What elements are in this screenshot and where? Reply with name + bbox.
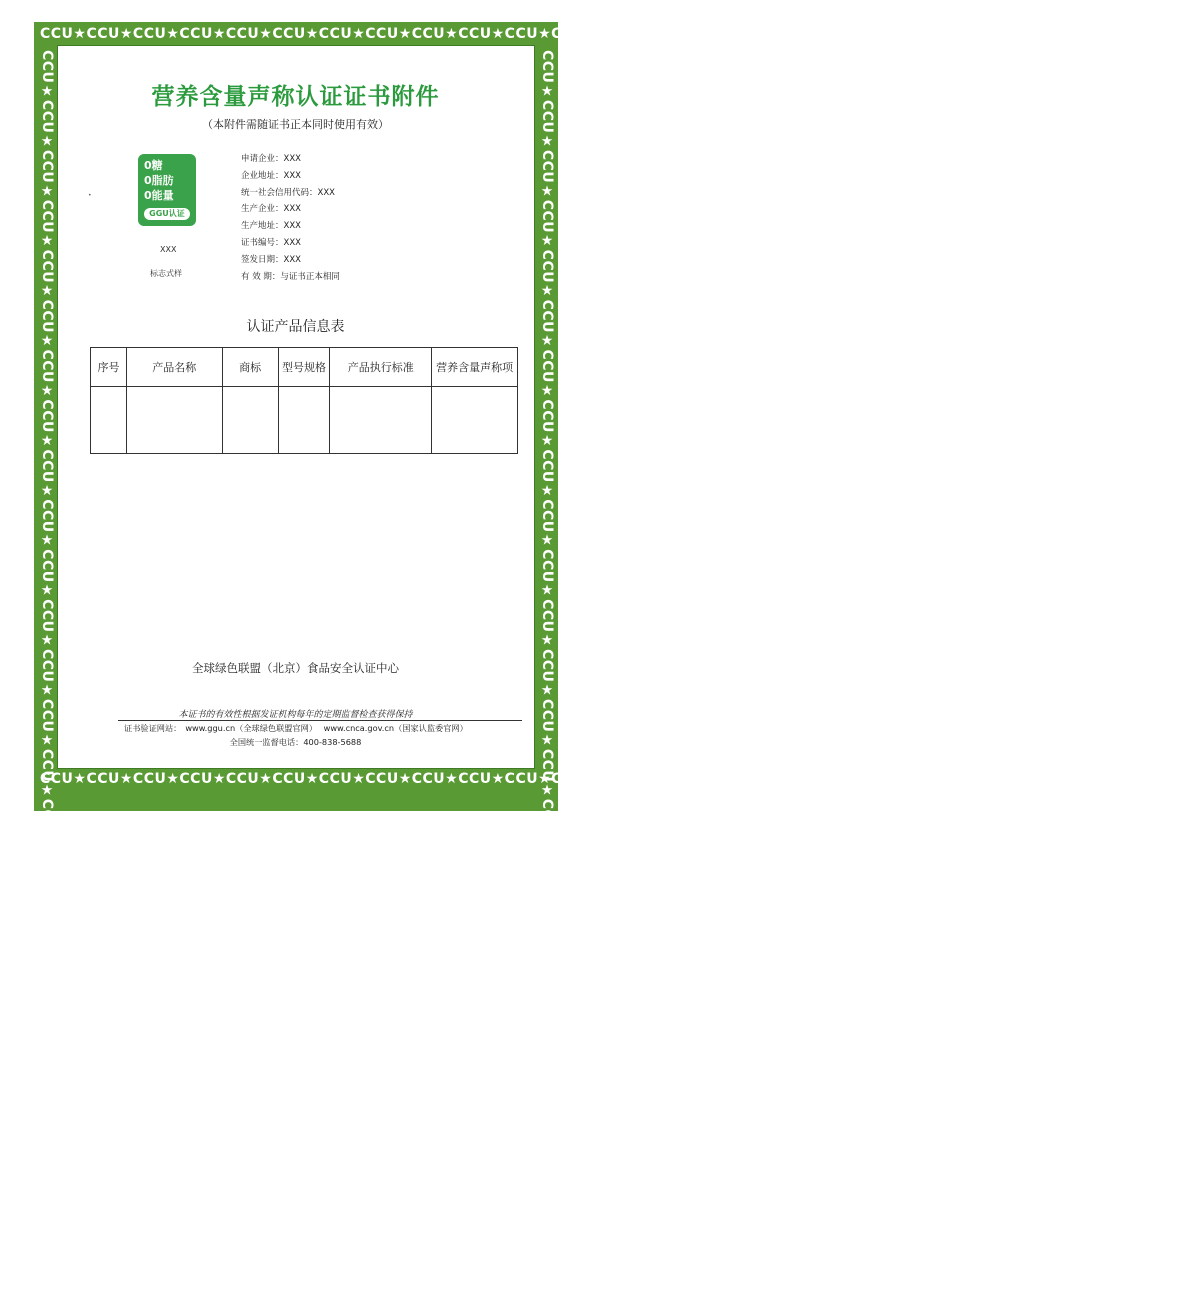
- table-header-row: [91, 348, 518, 387]
- verify-label: 证书验证网站：: [124, 723, 182, 733]
- info-applicant: 申请企业：XXX: [241, 154, 301, 164]
- table-title: 认证产品信息表: [246, 319, 345, 335]
- border-pattern-bottom: CCU★CCU★CCU★CCU★CCU★CCU★CCU★CCU★CCU★CCU★CCU★CCU★CCU★CCU★CCU★CCU★CCU★CCU★CCU★CCU★CCU★CCU★CCU★CCU★CCU★: [40, 771, 1202, 787]
- col-header-model: 型号规格: [278, 348, 330, 387]
- info-address: 企业地址：XXX: [241, 170, 301, 181]
- logo-line-fat: 0脂肪: [144, 174, 174, 187]
- logo-caption: 标志式样: [150, 269, 182, 278]
- logo-code: XXX: [160, 245, 177, 254]
- info-producer: 生产企业：XXX: [241, 204, 301, 215]
- verify-site-cnca[interactable]: www.cnca.gov.cn（国家认监委官网）: [323, 723, 468, 733]
- border-pattern-right: CCU★CCU★CCU★CCU★CCU★CCU★CCU★CCU★CCU★CCU★CCU★CCU★CCU★CCU★CCU★CCU★CCU★CCU★CCU★CCU★CCU★CCU★CCU★CCU★CCU★: [539, 50, 555, 1298]
- scan-mark: •: [88, 192, 92, 199]
- table-cell: [432, 387, 518, 454]
- info-production-address: 生产地址：XXX: [241, 221, 301, 232]
- col-header-product-name: 产品名称: [126, 348, 222, 387]
- table-row: [91, 387, 518, 454]
- issuing-organization: 全球绿色联盟（北京）食品安全认证中心: [192, 661, 399, 675]
- logo-line-sugar: 0糖: [144, 159, 163, 172]
- col-header-trademark: 商标: [222, 348, 278, 387]
- logo-line-energy: 0能量: [144, 189, 174, 202]
- col-header-standard: 产品执行标准: [330, 348, 432, 387]
- product-table: [90, 347, 518, 454]
- page-subtitle: （本附件需随证书正本同时使用有效）: [202, 118, 389, 131]
- page-title: 营养含量声称认证证书附件: [151, 84, 440, 110]
- col-header-index: 序号: [91, 348, 127, 387]
- info-credit-code: 统一社会信用代码：XXX: [241, 187, 335, 198]
- footer-divider: [118, 720, 522, 721]
- info-validity: 有 效 期：与证书正本相同: [241, 271, 340, 282]
- validity-note: 本证书的有效性根据发证机构每年的定期监督检查获得保持: [178, 710, 413, 720]
- logo-badge: GGU认证: [144, 208, 190, 220]
- certification-logo: [138, 154, 196, 226]
- verify-site-ggu[interactable]: www.ggu.cn（全球绿色联盟官网）: [185, 723, 318, 733]
- info-cert-no: 证书编号：XXX: [241, 237, 301, 248]
- border-pattern-left: CCU★CCU★CCU★CCU★CCU★CCU★CCU★CCU★CCU★CCU★CCU★CCU★CCU★CCU★CCU★CCU★CCU★CCU★CCU★CCU★CCU★CCU★CCU★CCU★CCU★: [39, 50, 55, 1298]
- info-issue-date: 签发日期：XXX: [241, 254, 301, 265]
- table-cell: [222, 387, 278, 454]
- verification-sites: [124, 723, 472, 734]
- table-cell: [278, 387, 330, 454]
- supervision-hotline: 全国统一监督电话：400-838-5688: [229, 737, 362, 747]
- certificate-info: [241, 151, 340, 285]
- table-cell: [126, 387, 222, 454]
- table-cell: [330, 387, 432, 454]
- table-cell: [91, 387, 127, 454]
- col-header-claim: 营养含量声称项: [432, 348, 518, 387]
- border-pattern-top: CCU★CCU★CCU★CCU★CCU★CCU★CCU★CCU★CCU★CCU★CCU★CCU★CCU★CCU★CCU★CCU★CCU★CCU★CCU★CCU★CCU★CCU★CCU★CCU★CCU★: [40, 26, 1202, 42]
